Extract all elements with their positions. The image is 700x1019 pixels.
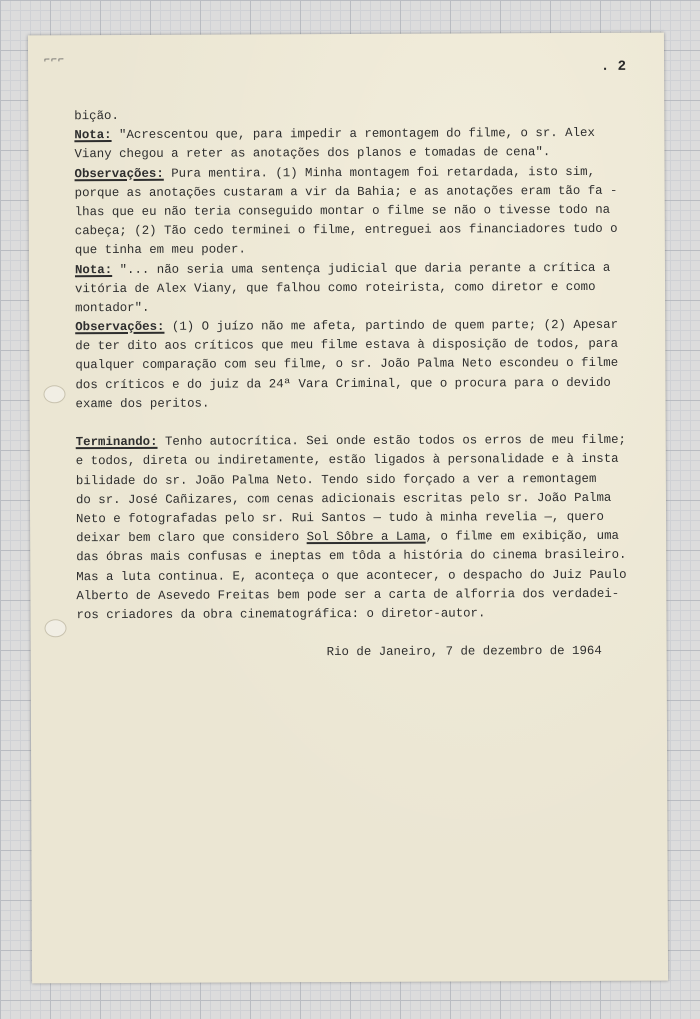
paragraph-gap bbox=[76, 412, 646, 434]
section-label: Observações: bbox=[75, 319, 165, 335]
text-line bbox=[74, 105, 644, 127]
line-text: do sr. José Cañizares, com cenas adicionais escritas pelo sr. João Palma bbox=[75, 490, 612, 507]
text-line bbox=[76, 604, 646, 626]
line-text: , o filme em exibição, uma bbox=[425, 528, 619, 544]
text-line bbox=[75, 297, 645, 319]
text-line bbox=[76, 508, 646, 530]
text-line bbox=[74, 162, 644, 184]
text-line bbox=[75, 335, 645, 357]
line-text: dos críticos e do juiz da 24ª Vara Criminal, que o procura para o devido bbox=[75, 375, 611, 392]
line-text: porque as anotações custaram a vir da Bahia; e as anotações eram tão fa - bbox=[74, 183, 618, 200]
line-text: que tinha em meu poder. bbox=[74, 242, 246, 258]
section-label: Observações: bbox=[74, 166, 164, 181]
text-line bbox=[76, 565, 646, 587]
text-line bbox=[74, 124, 644, 146]
text-line bbox=[76, 546, 646, 568]
line-text: Neto e fotografadas pelo sr. Rui Santos — tudo à minha revelia —, quero bbox=[76, 509, 605, 527]
line-text: deixar bem claro que considero bbox=[76, 530, 307, 546]
text-line bbox=[76, 527, 646, 549]
line-text: Alberto de Asevedo Freitas bem pode ser a carta de alforria dos verdadei- bbox=[76, 586, 620, 603]
line-text: qualquer comparação com seu filme, o sr. João Palma Neto escondeu o filme bbox=[75, 356, 619, 373]
text-line bbox=[76, 469, 646, 491]
line-text: montador". bbox=[75, 300, 150, 316]
text-line bbox=[75, 181, 645, 203]
film-title: Sol Sôbre a Lama bbox=[306, 529, 426, 545]
text-line bbox=[75, 373, 645, 395]
line-text: cabeça; (2) Tão cedo terminei o filme, entreguei aos financiadores tudo o bbox=[74, 221, 618, 239]
text-line bbox=[75, 220, 645, 242]
line-text: e todos, direta ou indiretamente, estão ligados à personalidade e à insta bbox=[75, 452, 619, 469]
line-text: (1) O juízo não me afeta, partindo de quem parte; (2) Apesar bbox=[164, 317, 619, 334]
line-text: Tenho autocrítica. Sei onde estão todos os erros de meu filme; bbox=[157, 432, 626, 450]
date-line: Rio de Janeiro, 7 de dezembro de 1964 bbox=[326, 644, 602, 660]
section-label: Terminando: bbox=[75, 435, 158, 450]
page-number: . 2 bbox=[600, 58, 627, 75]
text-line bbox=[75, 316, 645, 338]
section-label: Nota: bbox=[74, 128, 112, 143]
line-text: Viany chegou a reter as anotações dos planos e tomadas de cena". bbox=[74, 145, 551, 162]
text-line bbox=[76, 584, 646, 606]
paragraph-gap bbox=[77, 623, 647, 645]
text-line bbox=[76, 488, 646, 510]
document-page bbox=[28, 33, 668, 984]
text-line bbox=[75, 258, 645, 280]
punch-hole bbox=[43, 385, 65, 403]
line-text: das óbras mais confusas e ineptas em tôda a história do cinema brasileiro. bbox=[76, 548, 627, 565]
text-line bbox=[76, 450, 646, 472]
section-label: Nota: bbox=[74, 262, 113, 277]
line-text: ros criadores da obra cinematográfica: o diretor-autor. bbox=[76, 606, 486, 623]
text-line bbox=[76, 393, 646, 415]
line-text: bição. bbox=[74, 108, 119, 124]
text-line bbox=[76, 431, 646, 453]
typed-text bbox=[74, 105, 646, 664]
line-text: vitória de Alex Viany, que falhou como roteirista, como diretor e como bbox=[75, 279, 596, 296]
line-text: Mas a luta continua. E, aconteça o que acontecer, o despacho do Juiz Paulo bbox=[76, 567, 627, 584]
line-text: Pura mentira. (1) Minha montagem foi retardada, isto sim, bbox=[163, 164, 596, 181]
text-line bbox=[74, 143, 644, 165]
corner-mark: ⌐⌐⌐ bbox=[44, 55, 66, 67]
line-text: exame dos peritos. bbox=[75, 396, 210, 412]
text-line bbox=[75, 277, 645, 299]
punch-hole bbox=[44, 619, 66, 637]
line-text: "Acrescentou que, para impedir a remontagem do filme, o sr. Alex bbox=[111, 126, 595, 143]
text-line bbox=[75, 354, 645, 376]
text-line bbox=[75, 201, 645, 223]
line-text: bilidade do sr. João Palma Neto. Tendo sido forçado a ver a remontagem bbox=[75, 471, 597, 488]
line-text: lhas que eu não teria conseguido montar o filme se não o tivesse todo na bbox=[74, 202, 611, 220]
text-line bbox=[75, 239, 645, 261]
line-text: de ter dito aos críticos que meu filme estava à disposição de todos, para bbox=[75, 337, 619, 354]
line-text: "... não seria uma sentença judicial que daria perante a crítica a bbox=[112, 260, 611, 277]
